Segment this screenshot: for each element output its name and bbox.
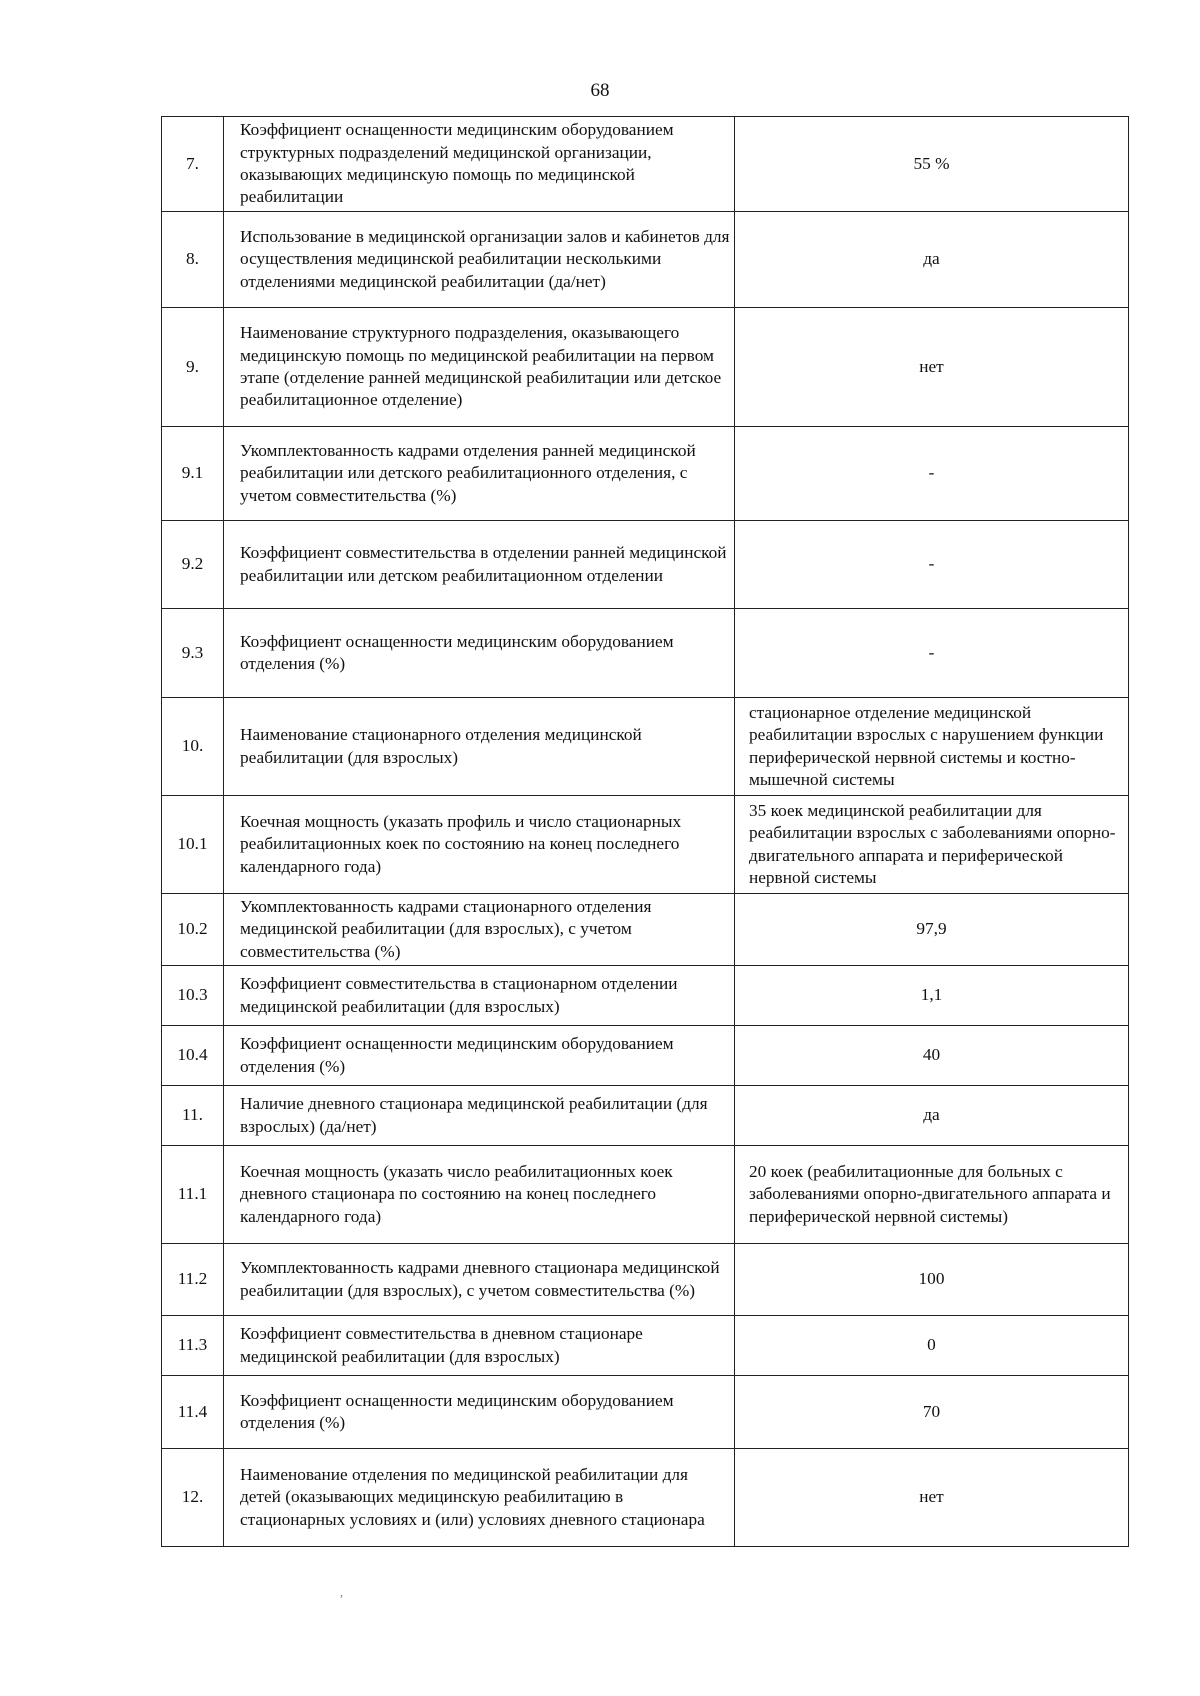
table-row	[162, 894, 1129, 966]
row-number: 10.2	[162, 894, 224, 966]
table-row	[162, 1316, 1129, 1376]
row-number: 9.3	[162, 609, 224, 698]
row-value: 70	[735, 1376, 1129, 1449]
table-row	[162, 609, 1129, 698]
row-description: Коечная мощность (указать число реабилитационных коек дневного стационара по состоянию на конец последнего календарного года)	[224, 1146, 735, 1244]
row-value: 0	[735, 1316, 1129, 1376]
table-row	[162, 1244, 1129, 1316]
table-row	[162, 212, 1129, 308]
table-row	[162, 308, 1129, 427]
table-row	[162, 117, 1129, 212]
row-number: 12.	[162, 1449, 224, 1547]
row-number: 11.3	[162, 1316, 224, 1376]
row-value: нет	[735, 1449, 1129, 1547]
row-value: да	[735, 212, 1129, 308]
row-number: 10.3	[162, 966, 224, 1026]
table-row	[162, 521, 1129, 609]
row-description: Коэффициент оснащенности медицинским оборудованием отделения (%)	[224, 609, 735, 698]
row-description: Укомплектованность кадрами отделения ранней медицинской реабилитации или детского реабилитационного отделения, с учетом совместительства (%)	[224, 427, 735, 521]
row-value: 97,9	[735, 894, 1129, 966]
table-row	[162, 1026, 1129, 1086]
table-row	[162, 1086, 1129, 1146]
row-description: Коэффициент совместительства в отделении ранней медицинской реабилитации или детском реабилитационном отделении	[224, 521, 735, 609]
row-description: Наличие дневного стационара медицинской реабилитации (для взрослых) (да/нет)	[224, 1086, 735, 1146]
table-row	[162, 427, 1129, 521]
row-description: Коечная мощность (указать профиль и число стационарных реабилитационных коек по состоянию на конец последнего календарного года)	[224, 796, 735, 894]
row-number: 10.4	[162, 1026, 224, 1086]
row-value: нет	[735, 308, 1129, 427]
row-number: 8.	[162, 212, 224, 308]
row-number: 10.	[162, 698, 224, 796]
row-description: Коэффициент оснащенности медицинским оборудованием отделения (%)	[224, 1376, 735, 1449]
row-description: Наименование структурного подразделения, оказывающего медицинскую помощь по медицинской реабилитации на первом этапе (отделение ранней медицинской реабилитации или детское реабилитационное отделение)	[224, 308, 735, 427]
row-value: -	[735, 427, 1129, 521]
row-description: Укомплектованность кадрами дневного стационара медицинской реабилитации (для взрослых), с учетом совместительства (%)	[224, 1244, 735, 1316]
row-value: стационарное отделение медицинской реабилитации взрослых с нарушением функции периферической нервной системы и костно-мышечной системы	[735, 698, 1129, 796]
row-value: 35 коек медицинской реабилитации для реабилитации взрослых с заболеваниями опорно-двигательного аппарата и периферической нервной системы	[735, 796, 1129, 894]
table-row	[162, 1449, 1129, 1547]
row-value: -	[735, 609, 1129, 698]
row-description: Коэффициент оснащенности медицинским оборудованием отделения (%)	[224, 1026, 735, 1086]
table-row	[162, 698, 1129, 796]
row-value: да	[735, 1086, 1129, 1146]
row-value: 55 %	[735, 117, 1129, 212]
table-row	[162, 966, 1129, 1026]
row-description: Коэффициент совместительства в дневном стационаре медицинской реабилитации (для взрослых)	[224, 1316, 735, 1376]
row-number: 11.4	[162, 1376, 224, 1449]
row-value: 40	[735, 1026, 1129, 1086]
row-number: 11.1	[162, 1146, 224, 1244]
scan-speck: ,	[340, 1585, 343, 1599]
row-description: Укомплектованность кадрами стационарного отделения медицинской реабилитации (для взрослых), с учетом совместительства (%)	[224, 894, 735, 966]
row-number: 9.2	[162, 521, 224, 609]
row-number: 7.	[162, 117, 224, 212]
report-table	[161, 116, 1129, 1547]
table-row	[162, 796, 1129, 894]
row-description: Наименование стационарного отделения медицинской реабилитации (для взрослых)	[224, 698, 735, 796]
table-row	[162, 1376, 1129, 1449]
row-value: 100	[735, 1244, 1129, 1316]
row-value: 1,1	[735, 966, 1129, 1026]
table-row	[162, 1146, 1129, 1244]
page-number: 68	[590, 80, 610, 101]
row-value: -	[735, 521, 1129, 609]
row-description: Коэффициент совместительства в стационарном отделении медицинской реабилитации (для взрослых)	[224, 966, 735, 1026]
row-description: Коэффициент оснащенности медицинским оборудованием структурных подразделений медицинской организации, оказывающих медицинскую помощь по медицинской реабилитации	[224, 117, 735, 212]
row-number: 11.2	[162, 1244, 224, 1316]
row-description: Наименование отделения по медицинской реабилитации для детей (оказывающих медицинскую реабилитацию в стационарных условиях и (или) условиях дневного стационара	[224, 1449, 735, 1547]
row-number: 10.1	[162, 796, 224, 894]
row-value: 20 коек (реабилитационные для больных с заболеваниями опорно-двигательного аппарата и периферической нервной системы)	[735, 1146, 1129, 1244]
row-number: 11.	[162, 1086, 224, 1146]
row-number: 9.1	[162, 427, 224, 521]
row-number: 9.	[162, 308, 224, 427]
row-description: Использование в медицинской организации залов и кабинетов для осуществления медицинской реабилитации несколькими отделениями медицинской реабилитации (да/нет)	[224, 212, 735, 308]
